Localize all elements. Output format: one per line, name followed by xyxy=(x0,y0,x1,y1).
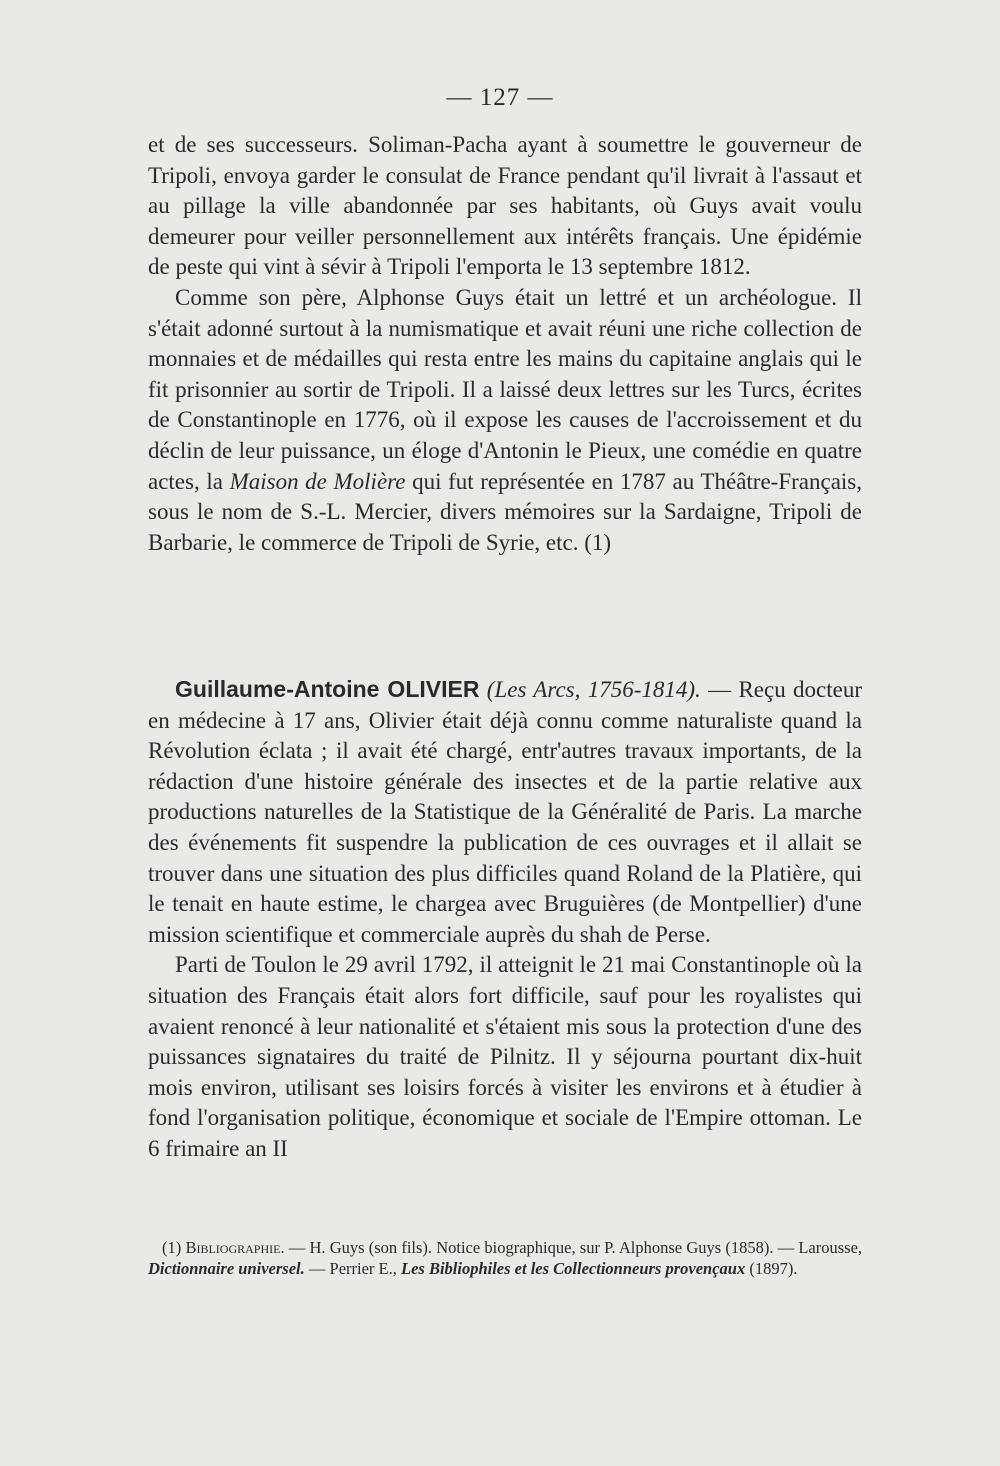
footnote-label: Bibliographie. xyxy=(185,1238,285,1257)
footnote-year: (1897). xyxy=(749,1258,798,1278)
footnote-bibliophiles-title: Les Bibliophiles et les Collectionneurs provençaux xyxy=(401,1258,746,1278)
olivier-intro-text: Reçu docteur en médecine à 17 ans, Olivier était déjà connu comme naturaliste quand la Révolution éclata ; il avait été chargé, entr'autres travaux importants, de la rédaction d'une histoire générale des insectes et de la partie relative aux productions naturelles de la Statistique de la Généralité de Paris. La marche des événements fit suspendre la publication de ces ouvrages et il allait se trouver dans une situation des plus difficiles quand Roland de la Platière, qui le tenait en haute estime, le chargea avec Bruguières (de Montpellier) d'une mission scientifique et commerciale auprès du shah de Perse. xyxy=(148,677,863,947)
guys-paragraph-continuation: et de ses successeurs. Soliman-Pacha ayant à soumettre le gouverneur de Tripoli, envoya garder le consulat de France pendant qu'il livrait à l'assaut et au pillage la ville abandonnée par ses habitants, où Guys avait voulu demeurer pour veiller personnellement aux intérêts français. Une épidémie de peste qui vint à sévir à Tripoli l'emporta le 13 septembre 1812. xyxy=(148,132,862,280)
guys-paragraph-works xyxy=(148,283,862,558)
olivier-heading-name: Guillaume-Antoine OLIVIER xyxy=(175,676,480,702)
olivier-heading-dash: — xyxy=(708,677,732,702)
guys-work-title: Maison de Molière xyxy=(229,468,406,494)
guys-works-text-1: Comme son père, Alphonse Guys était un lettré et un archéologue. Il s'était adonné surtout à la numismatique et avait réuni une riche collection de monnaies et de médailles qui resta entre les mains du capitaine anglais qui le fit prisonnier au sortir de Tripoli. Il a laissé deux lettres sur les Turcs, écrites de Constantinople en 1776, où il expose les causes de l'accroissement et du déclin de leur puissance, un éloge d'Antonin le Pieux, une comédie en quatre actes, la xyxy=(148,284,862,494)
guys-section xyxy=(148,130,862,558)
footnote xyxy=(148,1238,862,1279)
guys-works-text-2: qui fut représentée en 1787 au Théâtre-Français, sous le nom de S.-L. Mercier, divers mémoires sur la Sardaigne, Tripoli de Barbarie, le commerce de Tripoli de Syrie, etc. (1) xyxy=(148,468,862,555)
olivier-paragraph-intro xyxy=(148,674,862,950)
footnote-text xyxy=(148,1238,862,1279)
footnote-text-2: — Perrier E., xyxy=(308,1258,397,1278)
footnote-dictionary-title: Dictionnaire universel. xyxy=(148,1258,305,1278)
olivier-section xyxy=(148,674,862,1165)
olivier-heading-origin: (Les Arcs, 1756-1814). xyxy=(486,677,701,702)
footnote-text-1: — H. Guys (son fils). Notice biographique, sur P. Alphonse Guys (1858). — Larousse, xyxy=(288,1238,863,1257)
olivier-paragraph-journey: Parti de Toulon le 29 avril 1792, il atteignit le 21 mai Constantinople où la situation des Français était alors fort difficile, sauf pour les royalistes qui avaient renoncé à leur nationalité et s'étaient mis sous la protection d'une des puissances signataires du traité de Pilnitz. Il y séjourna pourtant dix-huit mois environ, utilisant ses loisirs forcés à visiter les environs et à étudier à fond l'organisation politique, économique et sociale de l'Empire ottoman. Le 6 frimaire an II xyxy=(148,952,862,1161)
footnote-marker: (1) xyxy=(162,1238,182,1257)
page-number: — 127 — xyxy=(446,84,554,111)
